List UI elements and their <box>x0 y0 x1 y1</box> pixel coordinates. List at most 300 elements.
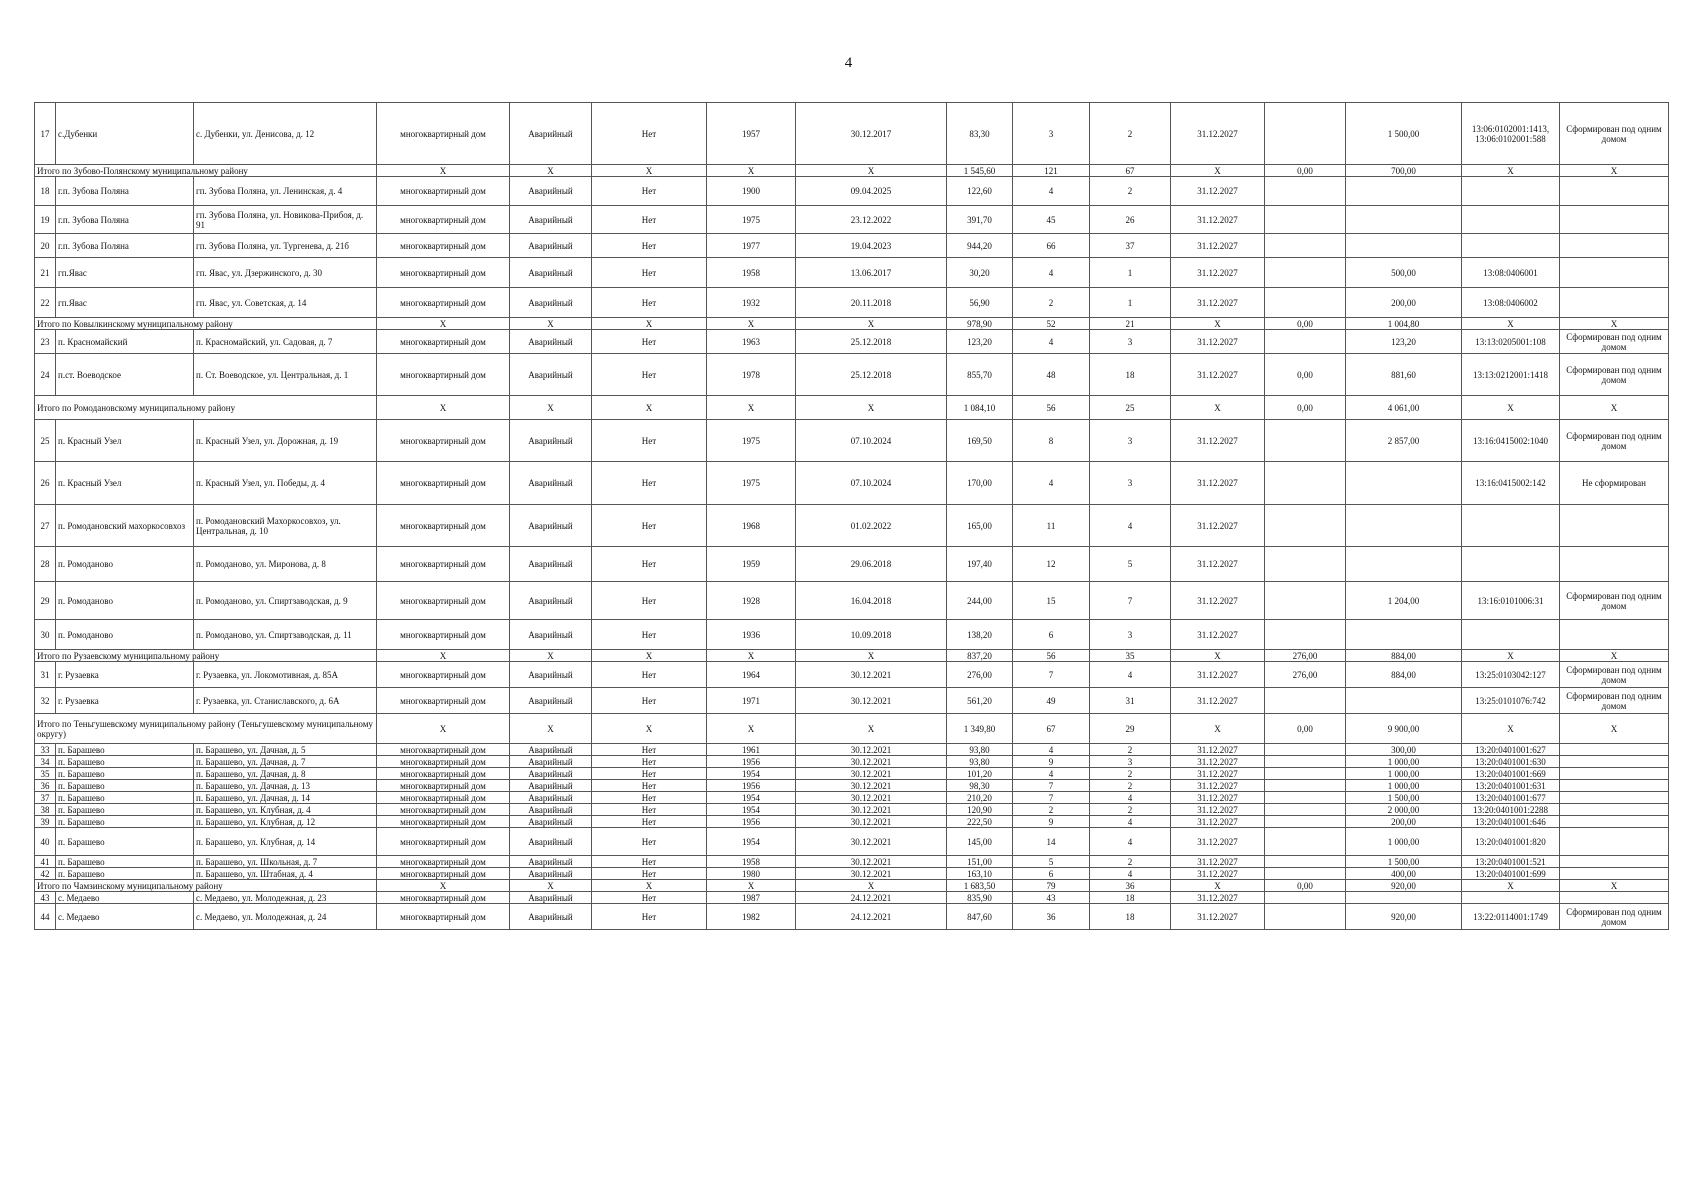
table-cell: многоквартирный дом <box>377 662 510 688</box>
table-cell: Нет <box>592 206 707 234</box>
table-cell: Сформирован под одним домом <box>1560 330 1669 354</box>
table-cell: Сформирован под одним домом <box>1560 354 1669 396</box>
table-cell <box>1560 856 1669 868</box>
table-row <box>35 856 1669 868</box>
table-cell: г. Рузаевка, ул. Локомотивная, д. 85А <box>194 662 377 688</box>
table-cell: Нет <box>592 892 707 904</box>
table-cell: Сформирован под одним домом <box>1560 103 1669 165</box>
table-cell: 0,00 <box>1265 318 1346 330</box>
table-cell: 49 <box>1013 688 1090 714</box>
table-cell <box>1462 234 1560 258</box>
table-cell: 31.12.2027 <box>1171 103 1265 165</box>
table-cell: 2 <box>1090 856 1171 868</box>
table-cell: 163,10 <box>947 868 1013 880</box>
table-cell: Аварийный <box>510 792 592 804</box>
table-cell: 16.04.2018 <box>796 582 947 620</box>
table-cell <box>1265 904 1346 930</box>
table-cell: г.п. Зубова Поляна <box>56 177 194 206</box>
table-cell: 26 <box>1090 206 1171 234</box>
table-cell <box>1265 547 1346 582</box>
table-row <box>35 505 1669 547</box>
table-cell: 44 <box>35 904 56 930</box>
table-cell: 1 683,50 <box>947 880 1013 892</box>
table-cell: 31.12.2027 <box>1171 780 1265 792</box>
table-cell: 1977 <box>707 234 796 258</box>
table-cell: X <box>707 165 796 177</box>
table-row <box>35 547 1669 582</box>
subtotal-row <box>35 318 1669 330</box>
table-cell: 2 <box>1090 804 1171 816</box>
table-cell: г.п. Зубова Поляна <box>56 206 194 234</box>
table-cell: X <box>1462 880 1560 892</box>
table-cell: многоквартирный дом <box>377 780 510 792</box>
table-cell: п. Ромоданово, ул. Спиртзаводская, д. 9 <box>194 582 377 620</box>
table-cell <box>1560 505 1669 547</box>
table-cell: X <box>1171 880 1265 892</box>
table-cell: многоквартирный дом <box>377 177 510 206</box>
table-cell: гп.Явас <box>56 258 194 288</box>
table-cell: п. Барашево, ул. Дачная, д. 7 <box>194 756 377 768</box>
table-cell: X <box>1560 880 1669 892</box>
table-cell: п. Барашево <box>56 856 194 868</box>
table-cell: X <box>796 165 947 177</box>
table-cell: 1957 <box>707 103 796 165</box>
table-cell: 29.06.2018 <box>796 547 947 582</box>
table-cell <box>1560 892 1669 904</box>
table-cell <box>1560 547 1669 582</box>
table-cell <box>1265 804 1346 816</box>
table-cell: Сформирован под одним домом <box>1560 662 1669 688</box>
table-cell: 165,00 <box>947 505 1013 547</box>
table-row <box>35 103 1669 165</box>
table-cell: п. Барашево <box>56 868 194 880</box>
table-cell: 1956 <box>707 780 796 792</box>
table-row <box>35 828 1669 856</box>
table-cell: с.Дубенки <box>56 103 194 165</box>
table-cell <box>1560 828 1669 856</box>
table-cell: 13.06.2017 <box>796 258 947 288</box>
table-cell: многоквартирный дом <box>377 354 510 396</box>
table-cell: 21 <box>35 258 56 288</box>
table-cell: X <box>1462 650 1560 662</box>
table-cell: 9 <box>1013 756 1090 768</box>
table-cell: 31.12.2027 <box>1171 756 1265 768</box>
table-cell <box>1560 258 1669 288</box>
table-cell: 123,20 <box>1346 330 1462 354</box>
table-cell: 4 <box>1013 744 1090 756</box>
table-cell: Аварийный <box>510 744 592 756</box>
table-cell: 2 <box>1013 804 1090 816</box>
table-row <box>35 868 1669 880</box>
table-cell: 30.12.2021 <box>796 662 947 688</box>
table-cell: 9 <box>1013 816 1090 828</box>
table-cell: 3 <box>1090 330 1171 354</box>
table-cell: п. Красномайский, ул. Садовая, д. 7 <box>194 330 377 354</box>
table-row <box>35 904 1669 930</box>
table-cell: 13:08:0406001 <box>1462 258 1560 288</box>
table-cell: 30.12.2021 <box>796 816 947 828</box>
table-cell: Итого по Зубово-Полянскому муниципальному району <box>35 165 377 177</box>
table-cell: многоквартирный дом <box>377 688 510 714</box>
table-cell: 1956 <box>707 816 796 828</box>
table-cell: многоквартирный дом <box>377 420 510 462</box>
table-cell: 31.12.2027 <box>1171 462 1265 505</box>
table-cell: Итого по Рузаевскому муниципальному району <box>35 650 377 662</box>
table-cell: 36 <box>35 780 56 792</box>
table-cell: 20.11.2018 <box>796 288 947 318</box>
table-cell: многоквартирный дом <box>377 868 510 880</box>
table-cell: 1 500,00 <box>1346 103 1462 165</box>
table-cell: 1 000,00 <box>1346 828 1462 856</box>
table-cell: 37 <box>1090 234 1171 258</box>
table-cell: 28 <box>35 547 56 582</box>
table-cell <box>1346 505 1462 547</box>
table-cell: 4 <box>1090 828 1171 856</box>
table-cell: X <box>1462 714 1560 744</box>
table-cell: п. Ромоданово <box>56 582 194 620</box>
table-cell: 09.04.2025 <box>796 177 947 206</box>
table-cell: Нет <box>592 804 707 816</box>
table-cell: X <box>1171 650 1265 662</box>
table-cell: 31.12.2027 <box>1171 768 1265 780</box>
table-row <box>35 768 1669 780</box>
table-cell: 1954 <box>707 792 796 804</box>
table-cell: 1978 <box>707 354 796 396</box>
table-cell: 25.12.2018 <box>796 354 947 396</box>
table-cell: 1 084,10 <box>947 396 1013 420</box>
table-cell: многоквартирный дом <box>377 856 510 868</box>
table-cell: 52 <box>1013 318 1090 330</box>
table-cell: п. Барашево <box>56 744 194 756</box>
table-cell: 13:20:0401001:677 <box>1462 792 1560 804</box>
table-cell: Нет <box>592 662 707 688</box>
table-cell: Нет <box>592 768 707 780</box>
table-cell: 31.12.2027 <box>1171 868 1265 880</box>
table-row <box>35 462 1669 505</box>
table-cell: 0,00 <box>1265 714 1346 744</box>
table-cell <box>1560 768 1669 780</box>
table-cell: 200,00 <box>1346 288 1462 318</box>
table-cell: 31 <box>35 662 56 688</box>
table-cell: 2 <box>1090 780 1171 792</box>
table-cell: 1968 <box>707 505 796 547</box>
table-row <box>35 354 1669 396</box>
table-cell: X <box>796 880 947 892</box>
table-cell: п.ст. Воеводское <box>56 354 194 396</box>
table-cell: с. Дубенки, ул. Денисова, д. 12 <box>194 103 377 165</box>
table-cell: 31.12.2027 <box>1171 744 1265 756</box>
table-cell: 18 <box>1090 892 1171 904</box>
table-cell: многоквартирный дом <box>377 547 510 582</box>
table-cell <box>1265 620 1346 650</box>
table-cell: 32 <box>35 688 56 714</box>
table-cell <box>1265 505 1346 547</box>
table-cell: многоквартирный дом <box>377 103 510 165</box>
table-cell: 26 <box>35 462 56 505</box>
table-cell: X <box>510 165 592 177</box>
table-cell: 30.12.2017 <box>796 103 947 165</box>
table-cell: с. Медаево, ул. Молодежная, д. 24 <box>194 904 377 930</box>
table-cell: 19.04.2023 <box>796 234 947 258</box>
table-cell: 93,80 <box>947 744 1013 756</box>
table-cell: 7 <box>1013 792 1090 804</box>
table-cell <box>1560 804 1669 816</box>
table-cell: 3 <box>1090 620 1171 650</box>
table-cell: 2 <box>1090 768 1171 780</box>
table-cell: г. Рузаевка <box>56 662 194 688</box>
table-cell: 30.12.2021 <box>796 768 947 780</box>
table-cell: 31.12.2027 <box>1171 505 1265 547</box>
table-cell: 4 <box>1013 768 1090 780</box>
table-cell: 13:16:0415002:142 <box>1462 462 1560 505</box>
table-cell: 07.10.2024 <box>796 420 947 462</box>
table-row <box>35 582 1669 620</box>
table-cell: 3 <box>1090 420 1171 462</box>
table-cell: 276,00 <box>1265 662 1346 688</box>
table-cell: X <box>377 318 510 330</box>
table-cell: 3 <box>1090 756 1171 768</box>
table-cell: п. Красный Узел <box>56 420 194 462</box>
table-cell: 1 204,00 <box>1346 582 1462 620</box>
table-cell: X <box>796 318 947 330</box>
table-cell: X <box>592 165 707 177</box>
table-cell: X <box>1171 165 1265 177</box>
table-cell: 101,20 <box>947 768 1013 780</box>
table-cell: X <box>1171 396 1265 420</box>
table-cell: многоквартирный дом <box>377 505 510 547</box>
table-cell: Нет <box>592 688 707 714</box>
table-cell: 169,50 <box>947 420 1013 462</box>
table-cell: Нет <box>592 103 707 165</box>
table-cell: X <box>592 880 707 892</box>
table-cell: 122,60 <box>947 177 1013 206</box>
table-cell: многоквартирный дом <box>377 330 510 354</box>
table-cell: 881,60 <box>1346 354 1462 396</box>
table-cell: 31.12.2027 <box>1171 354 1265 396</box>
page-number: 4 <box>844 55 853 71</box>
table-cell: 93,80 <box>947 756 1013 768</box>
table-cell: Аварийный <box>510 462 592 505</box>
table-cell: 24.12.2021 <box>796 892 947 904</box>
table-cell: 1964 <box>707 662 796 688</box>
table-cell: 210,20 <box>947 792 1013 804</box>
table-cell: Нет <box>592 354 707 396</box>
table-cell: X <box>1462 396 1560 420</box>
table-cell: 276,00 <box>947 662 1013 688</box>
table-cell: X <box>377 396 510 420</box>
table-cell: X <box>707 396 796 420</box>
table-cell: Аварийный <box>510 258 592 288</box>
table-cell <box>1265 816 1346 828</box>
table-cell <box>1265 462 1346 505</box>
table-cell: 10.09.2018 <box>796 620 947 650</box>
table-cell: п. Барашево <box>56 816 194 828</box>
table-cell: 31.12.2027 <box>1171 792 1265 804</box>
table-cell: 884,00 <box>1346 650 1462 662</box>
table-cell: п. Барашево, ул. Клубная, д. 4 <box>194 804 377 816</box>
table-cell: 120,90 <box>947 804 1013 816</box>
table-cell <box>1560 780 1669 792</box>
table-cell: п. Красный Узел <box>56 462 194 505</box>
table-cell: п. Красномайский <box>56 330 194 354</box>
table-cell: п. Барашево <box>56 828 194 856</box>
table-cell: гп.Явас <box>56 288 194 318</box>
table-cell: Нет <box>592 547 707 582</box>
table-cell: Нет <box>592 816 707 828</box>
table-cell <box>1462 177 1560 206</box>
table-cell: 855,70 <box>947 354 1013 396</box>
table-cell: п. Барашево, ул. Клубная, д. 12 <box>194 816 377 828</box>
subtotal-row <box>35 714 1669 744</box>
table-row <box>35 756 1669 768</box>
table-cell: Аварийный <box>510 804 592 816</box>
table-cell: 48 <box>1013 354 1090 396</box>
table-cell: 1 000,00 <box>1346 768 1462 780</box>
table-cell: 1959 <box>707 547 796 582</box>
table-cell: 1958 <box>707 258 796 288</box>
table-cell: многоквартирный дом <box>377 816 510 828</box>
table-cell <box>1265 892 1346 904</box>
table-row <box>35 744 1669 756</box>
table-cell: 1958 <box>707 856 796 868</box>
table-cell: 13:20:0401001:630 <box>1462 756 1560 768</box>
table-cell: 30.12.2021 <box>796 756 947 768</box>
table-cell: Сформирован под одним домом <box>1560 688 1669 714</box>
table-cell: 01.02.2022 <box>796 505 947 547</box>
table-cell: 13:16:0101006:31 <box>1462 582 1560 620</box>
table-cell: Нет <box>592 620 707 650</box>
table-cell: 18 <box>1090 354 1171 396</box>
table-cell: Аварийный <box>510 330 592 354</box>
table-cell: 13:20:0401001:646 <box>1462 816 1560 828</box>
table-cell <box>1462 892 1560 904</box>
table-cell: 944,20 <box>947 234 1013 258</box>
table-cell: 276,00 <box>1265 650 1346 662</box>
table-cell: 22 <box>35 288 56 318</box>
table-cell: Итого по Ромодановскому муниципальному району <box>35 396 377 420</box>
table-cell: 13:20:0401001:631 <box>1462 780 1560 792</box>
table-cell: 31.12.2027 <box>1171 330 1265 354</box>
table-cell: 45 <box>1013 206 1090 234</box>
table-cell: п. Ромодановский Махоркосовхоз, ул. Центральная, д. 10 <box>194 505 377 547</box>
table-cell: с. Медаево, ул. Молодежная, д. 23 <box>194 892 377 904</box>
table-cell: Аварийный <box>510 856 592 868</box>
table-cell: многоквартирный дом <box>377 206 510 234</box>
table-cell: 31.12.2027 <box>1171 828 1265 856</box>
table-cell: п. Ромоданово, ул. Спиртзаводская, д. 11 <box>194 620 377 650</box>
table-cell: 98,30 <box>947 780 1013 792</box>
table-cell: 145,00 <box>947 828 1013 856</box>
table-cell <box>1560 868 1669 880</box>
table-cell: п. Барашево, ул. Дачная, д. 5 <box>194 744 377 756</box>
table-cell <box>1265 582 1346 620</box>
table-cell: 31.12.2027 <box>1171 892 1265 904</box>
table-cell: 1 000,00 <box>1346 756 1462 768</box>
table-cell: Нет <box>592 780 707 792</box>
table-cell <box>1346 547 1462 582</box>
table-cell <box>1346 688 1462 714</box>
table-cell <box>1560 620 1669 650</box>
table-cell: 30,20 <box>947 258 1013 288</box>
table-cell <box>1560 206 1669 234</box>
table-cell: X <box>592 714 707 744</box>
table-cell: 1 000,00 <box>1346 780 1462 792</box>
table-cell <box>1346 234 1462 258</box>
table-cell <box>1265 792 1346 804</box>
table-cell: 31 <box>1090 688 1171 714</box>
table-cell: 34 <box>35 756 56 768</box>
table-cell: Нет <box>592 792 707 804</box>
table-cell: 1 <box>1090 258 1171 288</box>
table-cell: 13:06:0102001:1413, 13:06:0102001:588 <box>1462 103 1560 165</box>
table-cell: 0,00 <box>1265 165 1346 177</box>
table-cell <box>1560 756 1669 768</box>
table-cell <box>1560 792 1669 804</box>
table-cell: 4 <box>1090 792 1171 804</box>
table-cell: п. Ромоданово <box>56 620 194 650</box>
table-cell: 30.12.2021 <box>796 780 947 792</box>
table-cell: 7 <box>1013 662 1090 688</box>
table-cell: X <box>510 880 592 892</box>
table-cell: 31.12.2027 <box>1171 547 1265 582</box>
table-cell: 3 <box>1013 103 1090 165</box>
table-cell: Нет <box>592 582 707 620</box>
table-cell: п. Барашево <box>56 780 194 792</box>
table-cell: 1954 <box>707 768 796 780</box>
table-cell <box>1346 206 1462 234</box>
table-cell: 13:13:0205001:108 <box>1462 330 1560 354</box>
table-cell: Нет <box>592 868 707 880</box>
table-cell: 30.12.2021 <box>796 804 947 816</box>
table-cell: 13:13:0212001:1418 <box>1462 354 1560 396</box>
table-cell: 1928 <box>707 582 796 620</box>
table-cell: 6 <box>1013 868 1090 880</box>
table-cell <box>1265 780 1346 792</box>
table-cell: X <box>377 880 510 892</box>
table-cell: п. Барашево, ул. Дачная, д. 8 <box>194 768 377 780</box>
table-cell: X <box>510 650 592 662</box>
table-cell: 1900 <box>707 177 796 206</box>
table-cell: X <box>377 650 510 662</box>
table-cell: Аварийный <box>510 505 592 547</box>
table-row <box>35 330 1669 354</box>
table-cell: 15 <box>1013 582 1090 620</box>
table-cell: Нет <box>592 288 707 318</box>
table-cell: 19 <box>35 206 56 234</box>
table-cell: 400,00 <box>1346 868 1462 880</box>
table-cell: 4 <box>1090 505 1171 547</box>
table-row <box>35 792 1669 804</box>
table-cell: многоквартирный дом <box>377 892 510 904</box>
table-cell <box>1265 330 1346 354</box>
table-cell: 36 <box>1013 904 1090 930</box>
table-cell: 4 061,00 <box>1346 396 1462 420</box>
table-cell: 1987 <box>707 892 796 904</box>
table-cell: Аварийный <box>510 582 592 620</box>
table-cell: X <box>1560 650 1669 662</box>
table-cell <box>1560 816 1669 828</box>
table-cell: многоквартирный дом <box>377 462 510 505</box>
table-cell: Аварийный <box>510 868 592 880</box>
table-cell: п. Барашево, ул. Клубная, д. 14 <box>194 828 377 856</box>
table-cell: 30.12.2021 <box>796 688 947 714</box>
table-cell: 31.12.2027 <box>1171 258 1265 288</box>
table-cell: 2 857,00 <box>1346 420 1462 462</box>
table-cell: 31.12.2027 <box>1171 420 1265 462</box>
table-cell <box>1265 103 1346 165</box>
table-cell <box>1265 288 1346 318</box>
table-cell: многоквартирный дом <box>377 620 510 650</box>
